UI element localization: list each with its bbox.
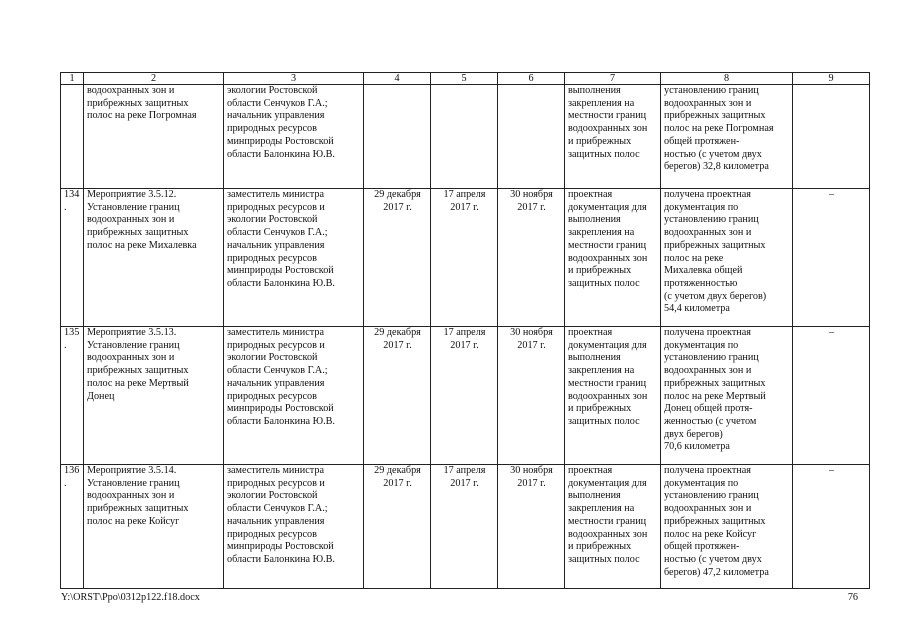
date-col5-cell xyxy=(431,85,498,189)
row-number: 134. xyxy=(61,189,84,327)
cell-line: 2017 г. xyxy=(383,201,412,213)
cell-line: местности границ xyxy=(568,515,647,527)
column-number-1: 1 xyxy=(61,73,84,85)
date-col6-cell xyxy=(498,465,565,589)
column-number-8: 8 xyxy=(661,73,793,85)
date-col4-cell xyxy=(364,465,431,589)
column-number-4: 4 xyxy=(364,73,431,85)
table-row xyxy=(61,327,870,465)
result-col7-cell xyxy=(565,465,661,589)
cell-line: области Сенчуков Г.А.; xyxy=(227,97,328,109)
date-col5-cell xyxy=(431,465,498,589)
cell-line: 30 ноября xyxy=(510,327,553,338)
cell-line: (с учетом двух берегов) xyxy=(664,290,767,302)
cell-line: Михалевка общей xyxy=(664,265,743,277)
cell-line: берегов) 47,2 километра xyxy=(664,566,769,578)
cell-line: 2017 г. xyxy=(450,201,479,213)
cell-line: документация для xyxy=(568,339,647,351)
note-col9-cell xyxy=(793,85,870,189)
cell-line: документация для xyxy=(568,201,647,213)
date-col6-cell xyxy=(498,189,565,327)
cell-line: водоохранных зон и xyxy=(664,503,752,515)
cell-line: берегов) 32,8 километра xyxy=(664,161,769,173)
responsible-cell xyxy=(224,85,364,189)
result-col7-cell xyxy=(565,327,661,465)
cell-line: заместитель министра xyxy=(227,189,324,200)
cell-line: 17 апреля xyxy=(443,465,486,476)
result-col8-cell xyxy=(661,327,793,465)
table-row xyxy=(61,85,870,189)
cell-line: местности границ xyxy=(568,239,647,251)
note-col9-cell: – xyxy=(793,327,870,465)
cell-line: защитных полос xyxy=(568,415,640,427)
cell-line: полос на реке xyxy=(664,252,724,264)
cell-line: начальник управления xyxy=(227,239,325,251)
event-cell xyxy=(84,465,224,589)
row-number: 136. xyxy=(61,465,84,589)
cell-line: начальник управления xyxy=(227,110,325,122)
cell-line: экологии Ростовской xyxy=(227,85,318,96)
cell-line: закрепления на xyxy=(568,503,635,515)
cell-line: заместитель министра xyxy=(227,465,324,476)
cell-line: экологии Ростовской xyxy=(227,214,318,226)
column-number-3: 3 xyxy=(224,73,364,85)
cell-line: прибрежных защитных xyxy=(87,365,189,377)
cell-line: полос на реке Койсуг xyxy=(87,515,180,527)
date-col4-cell xyxy=(364,327,431,465)
cell-line: документация по xyxy=(664,477,739,489)
cell-line: Мероприятие 3.5.14. xyxy=(87,465,177,476)
cell-line: минприроды Ростовской xyxy=(227,265,334,277)
cell-line: 2017 г. xyxy=(517,477,546,489)
event-cell xyxy=(84,327,224,465)
cell-line: природных ресурсов и xyxy=(227,201,325,213)
date-col6-cell xyxy=(498,85,565,189)
column-number-7: 7 xyxy=(565,73,661,85)
cell-line: прибрежных защитных xyxy=(664,377,766,389)
cell-line: полос на реке Мертвый xyxy=(87,377,189,389)
cell-line: протяженностью xyxy=(664,277,738,289)
cell-line: защитных полос xyxy=(568,277,640,289)
column-number-2: 2 xyxy=(84,73,224,85)
cell-line: 17 апреля xyxy=(443,327,486,338)
cell-line: области Балонкина Ю.В. xyxy=(227,148,335,160)
cell-line: полос на реке Погромная xyxy=(87,110,197,122)
cell-line: Мероприятие 3.5.12. xyxy=(87,189,177,200)
cell-line: 54,4 километра xyxy=(664,303,730,315)
cell-line: области Балонкина Ю.В. xyxy=(227,415,335,427)
date-col6-cell xyxy=(498,327,565,465)
cell-line: начальник управления xyxy=(227,377,325,389)
cell-line: и прибрежных xyxy=(568,265,632,277)
cell-line: 30 ноября xyxy=(510,189,553,200)
cell-line: водоохранных зон xyxy=(568,252,648,264)
cell-line: прибрежных защитных xyxy=(664,110,766,122)
cell-line: Установление границ xyxy=(87,339,180,351)
cell-line: минприроды Ростовской xyxy=(227,135,334,147)
result-col7-cell xyxy=(565,85,661,189)
cell-line: выполнения xyxy=(568,214,621,226)
cell-line: Установление границ xyxy=(87,477,180,489)
note-col9-cell: – xyxy=(793,465,870,589)
cell-line: 29 декабря xyxy=(374,465,421,476)
cell-line: экологии Ростовской xyxy=(227,490,318,502)
cell-line: получена проектная xyxy=(664,465,751,476)
column-number-9: 9 xyxy=(793,73,870,85)
cell-line: Донец xyxy=(87,390,115,402)
cell-line: проектная xyxy=(568,189,613,200)
responsible-cell xyxy=(224,327,364,465)
cell-line: водоохранных зон и xyxy=(664,97,752,109)
cell-line: закрепления на xyxy=(568,365,635,377)
cell-line: установлению границ xyxy=(664,85,759,96)
column-number-row xyxy=(61,73,870,85)
cell-line: водоохранных зон xyxy=(568,528,648,540)
cell-line: водоохранных зон и xyxy=(87,214,175,226)
cell-line: 17 апреля xyxy=(443,189,486,200)
cell-line: природных ресурсов и xyxy=(227,339,325,351)
cell-line: заместитель министра xyxy=(227,327,324,338)
cell-line: 29 декабря xyxy=(374,327,421,338)
activities-table xyxy=(60,72,870,589)
cell-line: водоохранных зон и xyxy=(87,85,175,96)
cell-line: установлению границ xyxy=(664,490,759,502)
cell-line: установлению границ xyxy=(664,214,759,226)
cell-line: природных ресурсов xyxy=(227,528,317,540)
cell-line: области Сенчуков Г.А.; xyxy=(227,365,328,377)
responsible-cell xyxy=(224,189,364,327)
cell-line: и прибрежных xyxy=(568,135,632,147)
cell-line: полос на реке Мертвый xyxy=(664,390,766,402)
file-path: Y:\ORST\Ppo\0312p122.f18.docx xyxy=(61,592,200,603)
cell-line: местности границ xyxy=(568,110,647,122)
cell-line: защитных полос xyxy=(568,553,640,565)
cell-line: получена проектная xyxy=(664,327,751,338)
cell-line: документация по xyxy=(664,201,739,213)
cell-line: двух берегов) xyxy=(664,428,723,440)
column-number-6: 6 xyxy=(498,73,565,85)
event-cell xyxy=(84,189,224,327)
date-col5-cell xyxy=(431,327,498,465)
cell-line: установлению границ xyxy=(664,352,759,364)
date-col4-cell xyxy=(364,189,431,327)
cell-line: водоохранных зон и xyxy=(664,227,752,239)
row-number: 135. xyxy=(61,327,84,465)
cell-line: ностью (с учетом двух xyxy=(664,148,762,160)
cell-line: 2017 г. xyxy=(383,477,412,489)
cell-line: ностью (с учетом двух xyxy=(664,553,762,565)
cell-line: экологии Ростовской xyxy=(227,352,318,364)
cell-line: природных ресурсов xyxy=(227,390,317,402)
cell-line: выполнения xyxy=(568,85,621,96)
result-col8-cell xyxy=(661,85,793,189)
cell-line: выполнения xyxy=(568,352,621,364)
cell-line: Мероприятие 3.5.13. xyxy=(87,327,177,338)
cell-line: водоохранных зон и xyxy=(87,490,175,502)
cell-line: документация по xyxy=(664,339,739,351)
cell-line: области Балонкина Ю.В. xyxy=(227,277,335,289)
cell-line: области Балонкина Ю.В. xyxy=(227,553,335,565)
cell-line: природных ресурсов и xyxy=(227,477,325,489)
cell-line: природных ресурсов xyxy=(227,252,317,264)
cell-line: общей протяжен- xyxy=(664,541,740,553)
cell-line: минприроды Ростовской xyxy=(227,403,334,415)
cell-line: водоохранных зон и xyxy=(664,365,752,377)
note-col9-cell: – xyxy=(793,189,870,327)
result-col8-cell xyxy=(661,465,793,589)
date-col4-cell xyxy=(364,85,431,189)
cell-line: 70,6 километра xyxy=(664,441,730,453)
cell-line: защитных полос xyxy=(568,148,640,160)
cell-line: закрепления на xyxy=(568,97,635,109)
cell-line: водоохранных зон и xyxy=(87,352,175,364)
cell-line: водоохранных зон xyxy=(568,390,648,402)
responsible-cell xyxy=(224,465,364,589)
result-col8-cell xyxy=(661,189,793,327)
cell-line: общей протяжен- xyxy=(664,135,740,147)
cell-line: Донец общей протя- xyxy=(664,403,753,415)
cell-line: Установление границ xyxy=(87,201,180,213)
cell-line: 30 ноября xyxy=(510,465,553,476)
cell-line: проектная xyxy=(568,465,613,476)
cell-line: 29 декабря xyxy=(374,189,421,200)
table-row xyxy=(61,189,870,327)
cell-line: природных ресурсов xyxy=(227,123,317,135)
cell-line: 2017 г. xyxy=(517,339,546,351)
cell-line: выполнения xyxy=(568,490,621,502)
cell-line: водоохранных зон xyxy=(568,123,648,135)
date-col5-cell xyxy=(431,189,498,327)
cell-line: 2017 г. xyxy=(517,201,546,213)
cell-line: полос на реке Погромная xyxy=(664,123,774,135)
cell-line: прибрежных защитных xyxy=(87,503,189,515)
cell-line: местности границ xyxy=(568,377,647,389)
cell-line: и прибрежных xyxy=(568,541,632,553)
cell-line: полос на реке Койсуг xyxy=(664,528,757,540)
cell-line: проектная xyxy=(568,327,613,338)
cell-line: документация для xyxy=(568,477,647,489)
table-row xyxy=(61,465,870,589)
cell-line: области Сенчуков Г.А.; xyxy=(227,503,328,515)
cell-line: начальник управления xyxy=(227,515,325,527)
row-number xyxy=(61,85,84,189)
cell-line: прибрежных защитных xyxy=(87,227,189,239)
cell-line: прибрежных защитных xyxy=(664,515,766,527)
cell-line: области Сенчуков Г.А.; xyxy=(227,227,328,239)
cell-line: закрепления на xyxy=(568,227,635,239)
cell-line: 2017 г. xyxy=(383,339,412,351)
event-cell xyxy=(84,85,224,189)
cell-line: минприроды Ростовской xyxy=(227,541,334,553)
cell-line: прибрежных защитных xyxy=(664,239,766,251)
column-number-5: 5 xyxy=(431,73,498,85)
cell-line: 2017 г. xyxy=(450,339,479,351)
cell-line: получена проектная xyxy=(664,189,751,200)
cell-line: прибрежных защитных xyxy=(87,97,189,109)
cell-line: полос на реке Михалевка xyxy=(87,239,197,251)
cell-line: 2017 г. xyxy=(450,477,479,489)
cell-line: женностью (с учетом xyxy=(664,415,757,427)
page-number: 76 xyxy=(847,592,858,603)
cell-line: и прибрежных xyxy=(568,403,632,415)
result-col7-cell xyxy=(565,189,661,327)
